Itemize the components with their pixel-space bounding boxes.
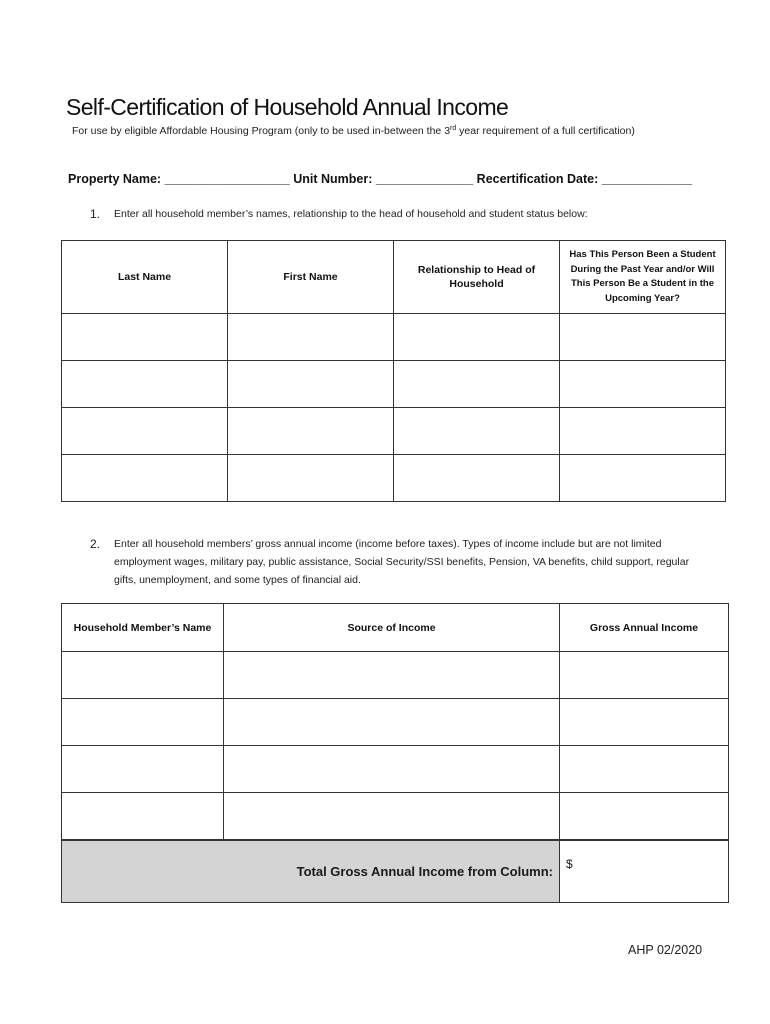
property-fields-line (68, 172, 692, 186)
page-title: Self-Certification of Household Annual Income (66, 94, 509, 120)
first-name-cell[interactable] (228, 455, 394, 502)
first-name-header: First Name (228, 241, 394, 314)
student-status-cell[interactable] (560, 314, 726, 361)
instruction-step-1 (90, 205, 730, 223)
form-code: AHP 02/2020 (628, 943, 703, 957)
form-subtitle (72, 125, 635, 137)
first-name-cell[interactable] (228, 408, 394, 455)
table-row (62, 455, 726, 502)
total-income-field[interactable]: $ (560, 840, 729, 903)
household-members-table (61, 240, 726, 502)
subtitle-text-end: year requirement of a full certification) (456, 125, 635, 137)
total-income-label: Total Gross Annual Income from Column: (62, 840, 560, 903)
relationship-header: Relationship to Head of Household (394, 241, 560, 314)
income-source-cell[interactable] (224, 699, 560, 746)
last-name-cell[interactable] (62, 408, 228, 455)
first-name-cell[interactable] (228, 314, 394, 361)
last-name-cell[interactable] (62, 361, 228, 408)
member-name-header: Household Member’s Name (62, 604, 224, 652)
relationship-cell[interactable] (394, 361, 560, 408)
instruction-step-2 (90, 535, 710, 589)
table-row (62, 793, 729, 841)
income-source-header: Source of Income (224, 604, 560, 652)
subtitle-text-start: For use by eligible Affordable Housing Program (only to be used in-between the 3 (72, 125, 451, 137)
student-status-cell[interactable] (560, 455, 726, 502)
table-row (62, 746, 729, 793)
property-name-label: Property Name: (68, 172, 162, 186)
table-row (62, 314, 726, 361)
income-source-cell[interactable] (224, 746, 560, 793)
relationship-cell[interactable] (394, 455, 560, 502)
step-2-text: Enter all household members’ gross annual income (income before taxes). Types of income include but are not limited employment wages, military pay, public assistance, Social Security/SSI benefits, Pension, VA benefits, child support, regular gifts, unemployment, and some types of financial aid. (114, 538, 690, 586)
table-row (62, 699, 729, 746)
gross-income-cell[interactable] (560, 746, 729, 793)
income-header-row (62, 604, 729, 652)
income-source-cell[interactable] (224, 652, 560, 699)
last-name-cell[interactable] (62, 314, 228, 361)
gross-income-header: Gross Annual Income (560, 604, 729, 652)
relationship-cell[interactable] (394, 314, 560, 361)
income-source-cell[interactable] (224, 793, 560, 841)
last-name-header: Last Name (62, 241, 228, 314)
relationship-cell[interactable] (394, 408, 560, 455)
members-header-row (62, 241, 726, 314)
student-status-header: Has This Person Been a Student During the Past Year and/or Will This Person Be a Student in the Upcoming Year? (560, 241, 726, 314)
recertification-date-field[interactable]: _____________ (601, 172, 693, 186)
step-1-text: Enter all household member’s names, relationship to the head of household and student status below: (114, 208, 588, 220)
member-name-cell[interactable] (62, 652, 224, 699)
student-status-cell[interactable] (560, 361, 726, 408)
subtitle-superscript: rd (450, 125, 457, 132)
gross-income-cell[interactable] (560, 652, 729, 699)
table-row (62, 408, 726, 455)
member-name-cell[interactable] (62, 699, 224, 746)
unit-number-field[interactable]: ______________ (375, 172, 474, 186)
total-row (62, 840, 729, 903)
unit-number-label: Unit Number: (293, 172, 373, 186)
student-status-cell[interactable] (560, 408, 726, 455)
gross-income-cell[interactable] (560, 793, 729, 841)
first-name-cell[interactable] (228, 361, 394, 408)
household-income-table (61, 603, 729, 903)
member-name-cell[interactable] (62, 793, 224, 841)
last-name-cell[interactable] (62, 455, 228, 502)
table-row (62, 652, 729, 699)
gross-income-cell[interactable] (560, 699, 729, 746)
property-name-field[interactable]: __________________ (164, 172, 290, 186)
recertification-date-label: Recertification Date: (476, 172, 599, 186)
step-2-number: 2. (90, 537, 101, 551)
step-1-number: 1. (90, 207, 101, 221)
table-row (62, 361, 726, 408)
member-name-cell[interactable] (62, 746, 224, 793)
